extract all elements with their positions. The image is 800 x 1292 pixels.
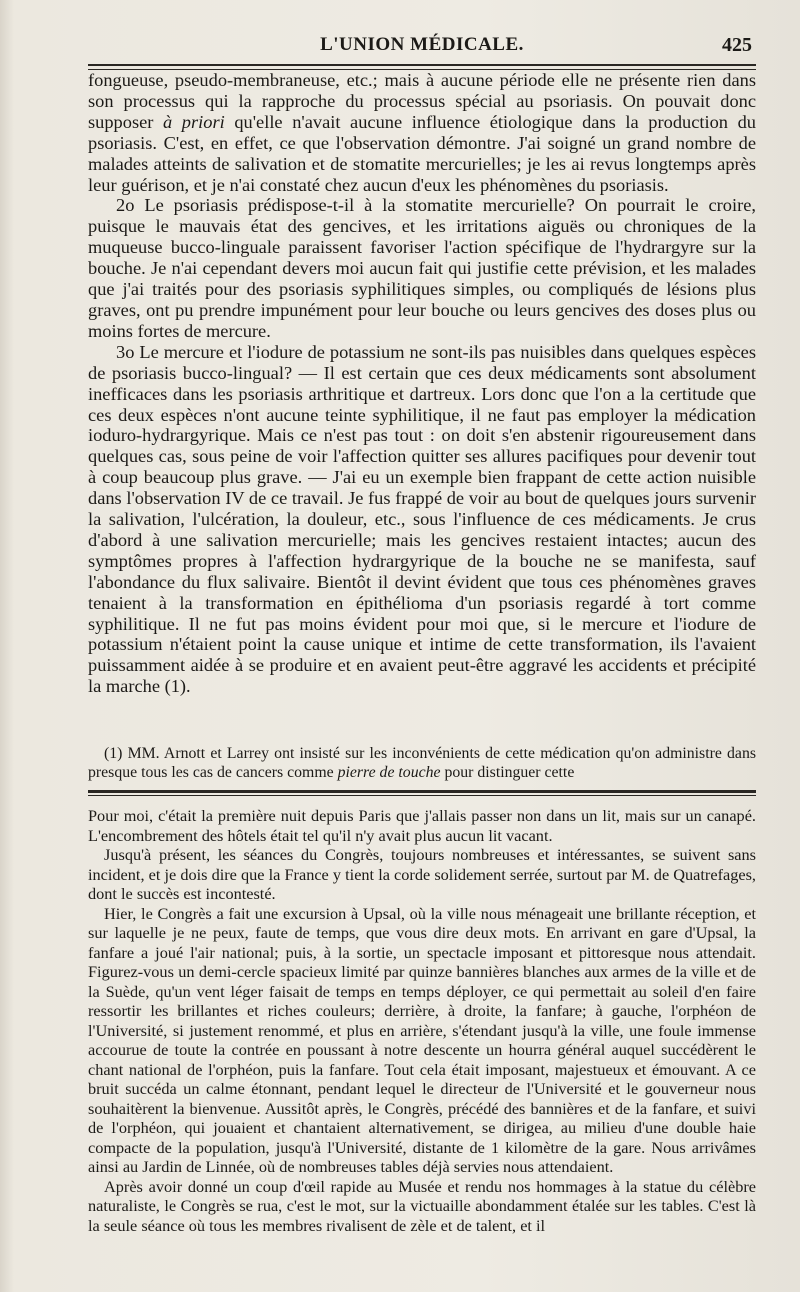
- footnote: [88, 744, 756, 782]
- feuilleton-section: [88, 806, 756, 1235]
- page-header: [88, 30, 756, 60]
- footnote-1: [88, 744, 756, 782]
- feuilleton-paragraph-3: Hier, le Congrès a fait une excursion à Upsal, où la ville nous ménageait une brillante réception, et sur laquelle je ne peux, faute de temps, que vous dire deux mots. En arrivant en gare d'Upsal, la fanfare a joué l'air national; puis, à la sortie, un spectacle imposant et pittoresque nous attendait. Figurez-vous un demi-cercle spacieux limité par quinze bannières blanches aux armes de la ville et de la Suède, qu'un vent léger faisait de temps en temps déployer, ce qui permettait au soleil d'en faire ressortir les brillantes et riches couleurs; derrière, à droite, la fanfare; à gauche, l'orphéon de l'Université, si justement renommé, et plus en arrière, s'étendant jusqu'à la ville, une foule immense accourue de toute la contrée en poussant à notre descente un hourra général auquel succédèrent le chant national de l'orphéon, puis la fanfare. Tout cela était imposant, majestueux et émouvant. A ce bruit succéda un calme étonnant, pendant lequel le directeur de l'Université et le gouverneur nous souhaitèrent la bienvenue. Aussitôt après, le Congrès, précédé des bannières et de la fanfare, et suivi de l'orphéon, qui jouaient et chantaient alternativement, se dirigea, au milieu d'une double haie compacte de la population, jusqu'à l'Université, distante de 1 kilomètre de la gare. Nous arrivâmes ainsi au Jardin de Linnée, où de nombreuses tables déjà servies nous attendaient.: [88, 903, 756, 1176]
- paragraph-1-rest: qu'elle n'avait aucune influence étiologique dans la production du psoriasis. C'est, en effet, ce que l'observation démontre. J'ai soigné un grand nombre de malades atteints de salivation et de stomatite mercurielles; je les ai revus longtemps après leur guérison, et je n'ai constaté chez aucun d'eux les phénomènes du psoriasis.: [88, 111, 756, 195]
- feuilleton-rule: [88, 790, 756, 796]
- feuilleton-paragraph-1: Pour moi, c'était la première nuit depuis Paris que j'allais passer non dans un lit, mais sur un canapé. L'encombrement des hôtels était tel qu'il n'y avait plus aucun lit vacant.: [88, 806, 756, 845]
- page-number: 425: [722, 34, 752, 56]
- running-title: L'UNION MÉDICALE.: [320, 34, 524, 55]
- feuilleton-paragraph-4: Après avoir donné un coup d'œil rapide au Musée et rendu nos hommages à la statue du célèbre naturaliste, le Congrès se rua, c'est le mot, sur la victuaille abondamment étalée sur les tables. C'est là la seule séance où tous les membres rivalisent de zèle et de talent, et il: [88, 1176, 756, 1235]
- paragraph-1: [88, 70, 756, 195]
- paragraph-1-italic: à priori: [163, 111, 225, 132]
- feuilleton-paragraph-2: Jusqu'à présent, les séances du Congrès, toujours nombreuses et intéressantes, se suivent sans incident, et je dois dire que la France y tient la corde solidement serrée, surtout par M. de Quatrefages, dont le succès est incontesté.: [88, 845, 756, 903]
- footnote-text: (1) MM. Arnott et Larrey ont insisté sur les inconvénients de cette médication qu'on administre dans presque tous les cas de cancers comme: [88, 745, 756, 781]
- main-article: [88, 70, 756, 697]
- paragraph-3: 3o Le mercure et l'iodure de potassium ne sont-ils pas nuisibles dans quelques espèces de psoriasis bucco-lingual? — Il est certain que ces deux médicaments sont absolument inefficaces dans les psoriasis arthritique et dartreux. Lors donc que l'on a la certitude que ces deux espèces n'ont aucune teinte syphilitique, il ne faut pas employer la médication ioduro-hydrargyrique. Mais ce n'est pas tout : on doit s'en abstenir rigoureusement dans quelques cas, sous peine de voir l'affection quitter ses allures pacifiques pour devenir tout à coup beaucoup plus grave. — J'ai eu un exemple bien frappant de cette action nuisible dans l'observation IV de ce travail. Je fus frappé de voir au bout de quelques jours survenir la salivation, l'ulcération, la douleur, etc., sous l'influence de ces médicaments. Je crus d'abord à une salivation mercurielle; mais les gencives restaient intactes; aucun des symptômes propres à l'affection hydrargyrique de la bouche ne se manifesta, sauf l'abondance du flux salivaire. Bientôt il devint évident que tous ces phénomènes graves tenaient à la transformation en épithélioma d'un psoriasis regardé à tort comme syphilitique. Il ne fut pas moins évident pour moi que, si le mercure et l'iodure de potassium n'étaient point la cause unique et intime de cette transformation, ils l'avaient puissamment aidée à se produire et en avaient peut-être aggravé les accidents et précipité la marche (1).: [88, 341, 756, 697]
- footnote-italic: pierre de touche: [337, 764, 441, 781]
- paragraph-2: 2o Le psoriasis prédispose-t-il à la stomatite mercurielle? On pourrait le croire, puisque le mauvais état des gencives, et les irritations aiguës ou chroniques de la muqueuse bucco-linguale paraissent favoriser l'action spécifique de l'hydrargyre sur la bouche. Je n'ai cependant devers moi aucun fait qui justifie cette prévision, et les malades que j'ai traités pour des psoriasis syphilitiques simples, ou compliqués de lésions plus graves, ont pu prendre impunément pour leur bouche ou leurs gencives des doses plus ou moins fortes de mercure.: [88, 195, 756, 341]
- paragraph-1-text: fongueuse, pseudo-membraneuse, etc.; mais à aucune période elle ne présente rien dans son processus qui la rapproche du processus spécial au psoriasis. On pouvait donc supposer: [88, 70, 756, 132]
- footnote-rest: pour distinguer cette: [440, 764, 575, 781]
